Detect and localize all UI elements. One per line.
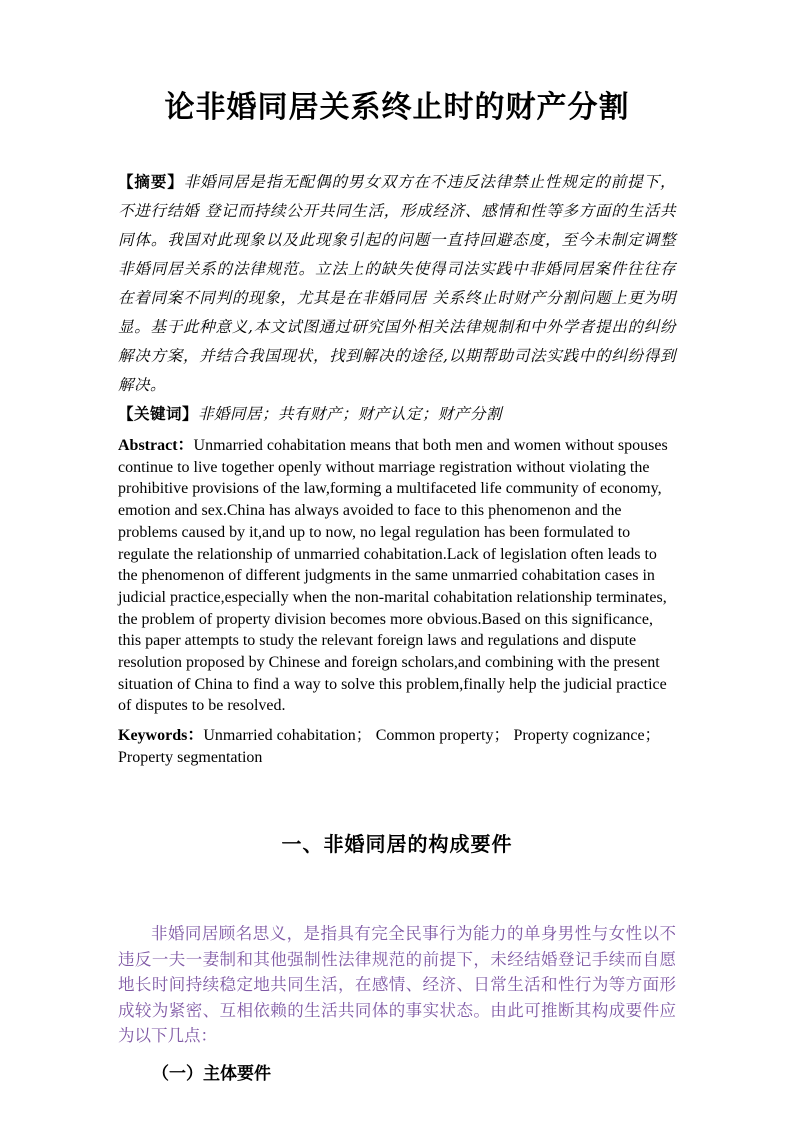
abstract-en-label: Abstract： [118, 437, 194, 454]
abstract-cn-paragraph [118, 168, 676, 400]
abstract-cn-text: 非婚同居是指无配偶的男女双方在不违反法律禁止性规定的前提下，不进行结婚 登记而持续公开共同生活，形成经济、感情和性等多方面的生活共同体。我国对此现象以及此现象引起的问题一直持回避态度，至今未制定调整非婚同居关系的法律规范。立法上的缺失使得司法实践中非婚同居案件往往存在着同案不同判的现象，尤其是在非婚同居 关系终止时财产分割问题上更为明显。基于此种意义,本文试图通过研究国外相关法律规制和中外学者提出的纠纷解决方案，并结合我国现状，找到解决的途径,以期帮助司法实践中的纠纷得到解决。 [118, 173, 676, 394]
keywords-en-label: Keywords： [118, 727, 204, 745]
keywords-cn-label: 【关键词】 [118, 406, 199, 423]
section-1-intro-paragraph: 非婚同居顾名思义，是指具有完全民事行为能力的单身男性与女性以不违反一夫一妻制和其他强制性法律规范的前提下，未经结婚登记手续而自愿地长时间持续稳定地共同生活，在感情、经济、日常生活和性行为等方面形成较为紧密、互相依赖的生活共同体的事实状态。由此可推断其构成要件应为以下几点： [118, 924, 676, 1046]
abstract-en-paragraph [118, 435, 676, 717]
document-title: 论非婚同居关系终止时的财产分割 [164, 91, 630, 124]
abstract-en-text: Unmarried cohabitation means that both men and women without spouses continue to live together openly without marriage registration without violating the prohibitive provisions of the law,forming a multifaceted life community of economy, emotion and sex.China has always avoided to face to this phenomenon and the problems caused by it,and up to now, no legal regulation has been formulated to regulate the relationship of unmarried cohabitation.Lack of legislation often leads to the phenomenon of different judgments in the same unmarried cohabitation cases in judicial practice,especially when the non-marital cohabitation relationship terminates, the problem of property division becomes more obvious.Based on this significance, this paper attempts to study the relevant foreign laws and regulations and dispute resolution proposed by Chinese and foreign scholars,and combining with the present situation of China to find a way to solve this problem,finally help the judicial practice of disputes to be resolved. [118, 437, 668, 715]
keywords-cn-line [118, 400, 676, 429]
keywords-cn-text: 非婚同居；共有财产；财产认定；财产分割 [198, 405, 503, 423]
section-1-heading: 一、非婚同居的构成要件 [281, 834, 513, 857]
keywords-en-text: Unmarried cohabitation； Common property； Property cognizance； Property segmentation [118, 727, 661, 767]
keywords-en-line [118, 725, 676, 769]
section-1-sub-1-heading: （一）主体要件 [152, 1063, 271, 1083]
abstract-cn-label: 【摘要】 [118, 174, 184, 191]
